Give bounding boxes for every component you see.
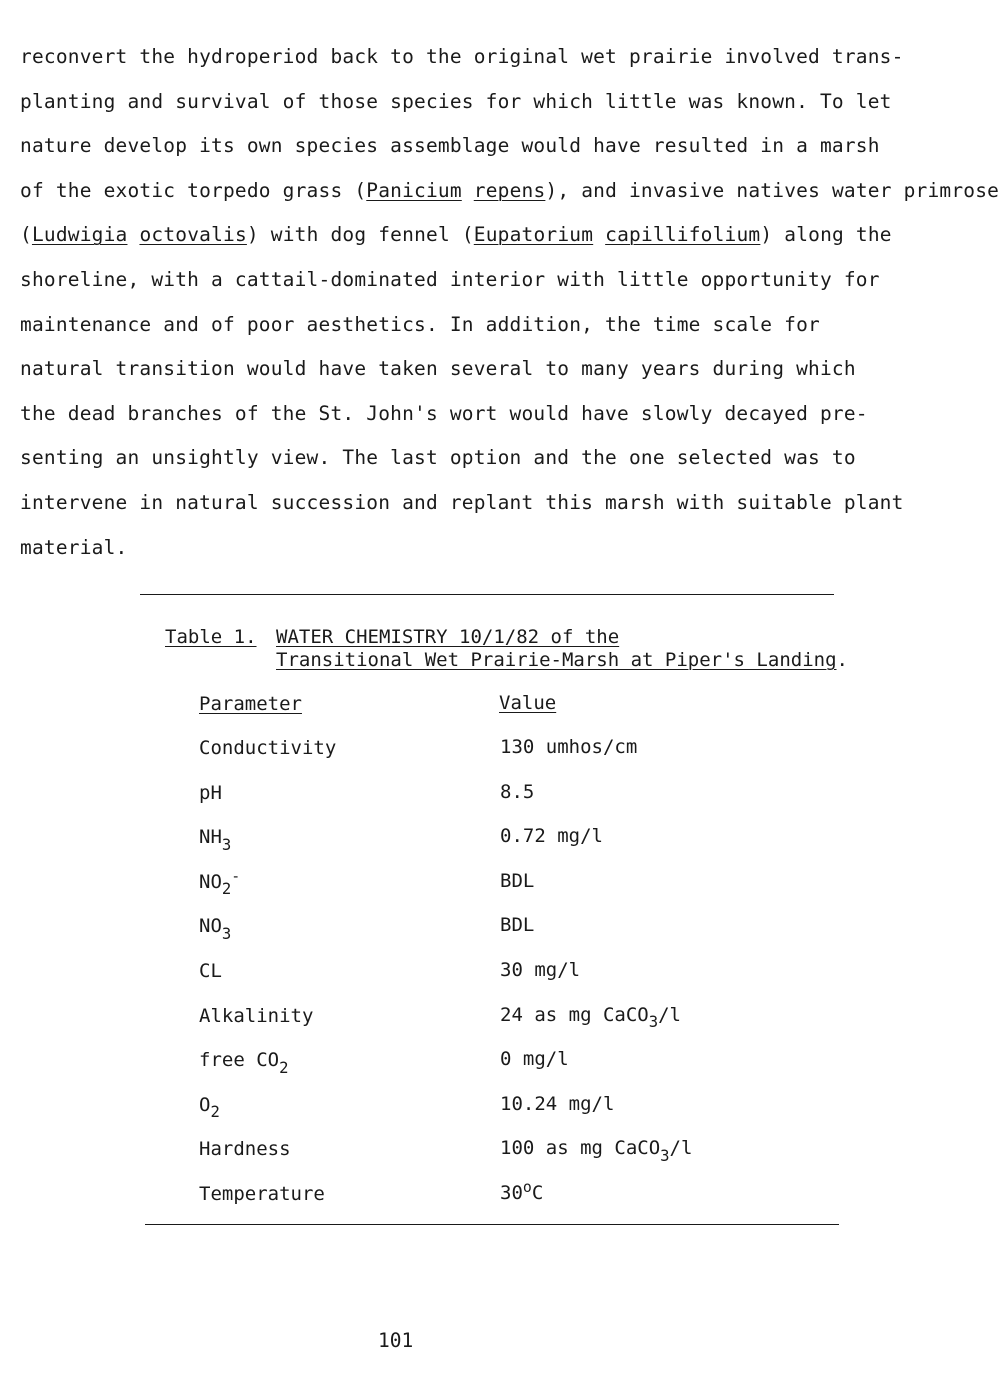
text-run: senting an unsightly view. The last option and the one selected was to — [20, 446, 856, 470]
subscript: 2 — [221, 880, 232, 899]
parameter-cell — [199, 1140, 291, 1159]
paragraph-line — [20, 225, 892, 245]
table-bottom-rule — [145, 1224, 839, 1225]
value-cell — [500, 869, 535, 892]
text-run: shoreline, with a cattail-dominated interior with little opportunity for — [20, 268, 880, 291]
table-top-rule — [140, 594, 834, 595]
species-name: capillifolium — [605, 223, 761, 247]
text-run: 8.5 — [500, 780, 535, 803]
species-name: repens — [473, 178, 546, 202]
table-caption-line2: Transitional Wet Prairie-Marsh at Piper's Landing — [276, 649, 837, 671]
text-run — [127, 223, 139, 246]
paragraph-line — [20, 270, 880, 290]
value-cell — [500, 738, 637, 757]
text-run: Hardness — [199, 1138, 291, 1161]
parameter-cell — [199, 962, 222, 981]
parameter-cell — [199, 1049, 289, 1077]
text-run: 10.24 mg/l — [500, 1092, 615, 1115]
parameter-cell — [199, 781, 222, 804]
paragraph-line — [20, 535, 128, 559]
text-run: 0.72 mg/l — [500, 825, 603, 848]
text-run: 24 as mg CaCO — [500, 1003, 649, 1026]
text-run: 30 mg/l — [500, 959, 581, 981]
text-run: ) along the — [760, 223, 892, 247]
text-run: intervene in natural succession and replant this marsh with suitable plant — [20, 491, 904, 514]
text-run: the dead branches of the St. John's wort would have slowly decayed pre- — [20, 401, 868, 425]
subscript: 3 — [660, 1146, 670, 1165]
text-run: /l — [658, 1003, 681, 1026]
text-run: BDL — [500, 914, 535, 937]
text-run: Conductivity — [199, 737, 337, 759]
page-number: 101 — [378, 1329, 414, 1352]
text-run: 130 umhos/cm — [500, 736, 638, 758]
table-header-parameter: Parameter — [199, 693, 302, 715]
paragraph-line — [20, 359, 856, 379]
subscript: 3 — [221, 835, 232, 854]
text-run: material. — [20, 535, 128, 559]
value-cell — [500, 916, 534, 935]
table-caption-line1: WATER CHEMISTRY 10/1/82 of the — [276, 626, 620, 648]
value-cell — [500, 1092, 615, 1115]
superscript: - — [231, 867, 241, 885]
value-cell — [500, 1003, 681, 1032]
subscript: 3 — [648, 1013, 659, 1032]
text-run: of the exotic torpedo grass ( — [20, 178, 367, 202]
paragraph-line — [20, 401, 868, 425]
value-cell — [500, 961, 580, 980]
parameter-cell — [199, 1004, 314, 1027]
text-run: ( — [20, 223, 32, 247]
parameter-cell — [199, 826, 232, 854]
parameter-cell — [199, 739, 336, 758]
text-run: NO — [199, 870, 222, 893]
paragraph-line — [20, 312, 820, 336]
text-run: O — [199, 1093, 211, 1116]
text-run: C — [531, 1182, 544, 1204]
parameter-cell — [199, 867, 241, 899]
paragraph-line — [20, 136, 880, 156]
table-header-value: Value — [499, 692, 557, 714]
text-run: planting and survival of those species for which little was known. To let — [20, 89, 892, 113]
paragraph-line — [20, 448, 856, 468]
text-run: reconvert the hydroperiod back to the original wet prairie involved trans- — [20, 45, 904, 68]
text-run: maintenance and of poor aesthetics. In addition, the time scale for — [20, 312, 820, 336]
table-caption-prefix: Table 1. — [165, 626, 257, 648]
text-run: 0 mg/l — [500, 1048, 569, 1071]
paragraph-line — [20, 89, 892, 113]
paragraph-line — [20, 178, 999, 202]
superscript: o — [522, 1178, 532, 1196]
species-name: octovalis — [139, 223, 247, 247]
text-run: ), and invasive natives water primrose — [545, 178, 999, 202]
text-run: natural transition would have taken several to many years during which — [20, 357, 856, 381]
value-cell — [500, 1178, 544, 1204]
text-run: NO — [199, 915, 222, 938]
table-caption-end: . — [836, 649, 848, 671]
value-cell — [500, 827, 603, 846]
text-run: Temperature — [199, 1183, 325, 1205]
text-run: nature develop its own species assemblage would have resulted in a marsh — [20, 134, 880, 158]
parameter-cell — [199, 1093, 220, 1122]
parameter-cell — [199, 915, 232, 943]
text-run: BDL — [500, 869, 535, 892]
text-run: ) with dog fennel ( — [246, 223, 474, 247]
text-run: /l — [669, 1137, 693, 1160]
text-run — [593, 223, 605, 246]
value-cell — [500, 780, 535, 803]
value-cell — [500, 1137, 693, 1165]
paragraph-line — [20, 47, 904, 67]
text-run — [462, 179, 474, 202]
text-run: Alkalinity — [199, 1004, 314, 1027]
species-name: Eupatorium — [473, 223, 594, 247]
text-run: free CO — [199, 1049, 280, 1072]
value-cell — [500, 1050, 569, 1069]
species-name: Panicium — [366, 178, 462, 202]
parameter-cell — [199, 1185, 325, 1204]
paragraph-line — [20, 493, 904, 513]
text-run: 30 — [500, 1182, 523, 1204]
subscript: 3 — [221, 924, 232, 943]
text-run: pH — [199, 781, 222, 804]
table-caption-line2-wrap — [276, 651, 848, 670]
species-name: Ludwigia — [31, 223, 128, 247]
subscript: 2 — [279, 1058, 289, 1077]
text-run: 100 as mg CaCO — [500, 1137, 661, 1160]
text-run: CL — [199, 960, 222, 982]
text-run: NH — [199, 826, 222, 849]
subscript: 2 — [210, 1103, 220, 1122]
